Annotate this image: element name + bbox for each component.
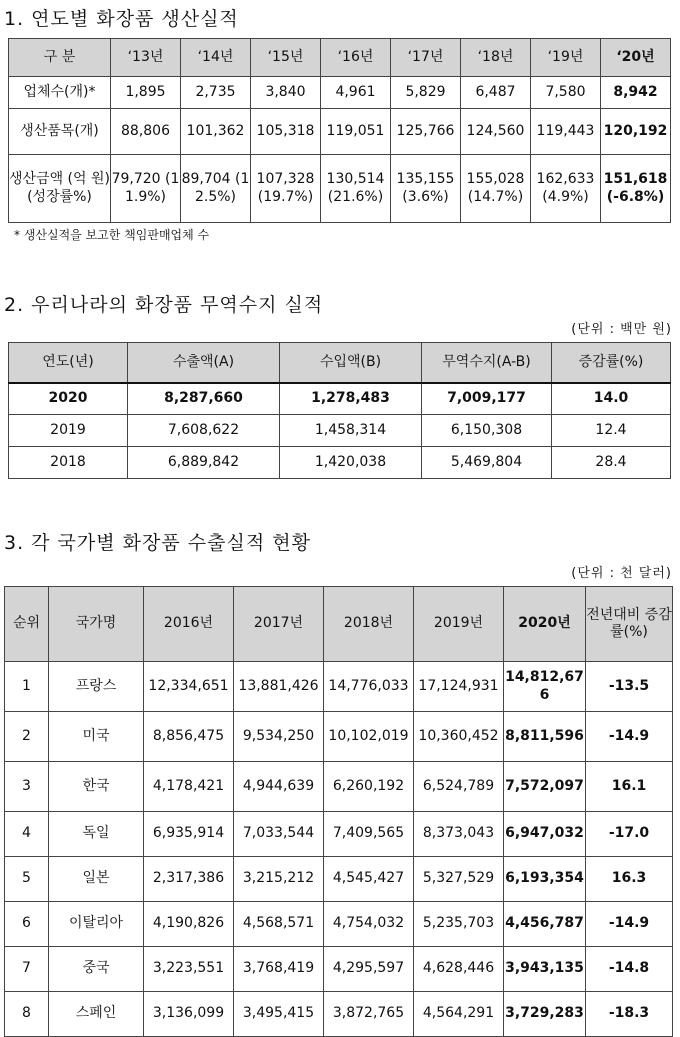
row-label: 생산품목(개) xyxy=(9,109,111,155)
table-row xyxy=(5,762,673,812)
cell: 105,318 xyxy=(251,109,321,155)
cell: 6,260,192 xyxy=(324,762,414,812)
cell: 3,215,212 xyxy=(234,857,324,902)
header-year-latest: 2020년 xyxy=(504,587,586,662)
header-import: 수입액(B) xyxy=(280,343,422,383)
cell: 5,327,529 xyxy=(414,857,504,902)
cell: 4,545,427 xyxy=(324,857,414,902)
cell: 3,840 xyxy=(251,77,321,109)
cell: 89,704 (12.5%) xyxy=(181,155,251,223)
cell: 4,190,826 xyxy=(144,902,234,947)
header-year: ‘18년 xyxy=(461,39,531,77)
cell: 124,560 xyxy=(461,109,531,155)
cell: 119,051 xyxy=(321,109,391,155)
cell-country: 프랑스 xyxy=(49,662,144,712)
cell-rank: 6 xyxy=(5,902,49,947)
cell-rank: 7 xyxy=(5,947,49,992)
table-row xyxy=(9,447,671,479)
table-row xyxy=(9,77,671,109)
cell: 14.0 xyxy=(552,383,671,415)
unit-label: (단위 : 백만 원) xyxy=(571,322,672,337)
cell: 4,961 xyxy=(321,77,391,109)
cell: 2018 xyxy=(9,447,128,479)
cell: 10,360,452 xyxy=(414,712,504,762)
header-export: 수출액(A) xyxy=(128,343,280,383)
cell: 12,334,651 xyxy=(144,662,234,712)
cell-growth: -13.5 xyxy=(586,662,673,712)
table-row xyxy=(5,662,673,712)
cell-latest: 8,942 xyxy=(601,77,671,109)
cell: 2,317,386 xyxy=(144,857,234,902)
table-row xyxy=(5,992,673,1037)
cell: 101,362 xyxy=(181,109,251,155)
trade-balance-table xyxy=(8,342,671,479)
header-year: 2018년 xyxy=(324,587,414,662)
cell: 28.4 xyxy=(552,447,671,479)
cell: 125,766 xyxy=(391,109,461,155)
cell: 1,278,483 xyxy=(280,383,422,415)
table-row xyxy=(9,383,671,415)
cell: 2,735 xyxy=(181,77,251,109)
cell-growth: -14.9 xyxy=(586,712,673,762)
cell: 10,102,019 xyxy=(324,712,414,762)
cell: 3,768,419 xyxy=(234,947,324,992)
table-row xyxy=(9,155,671,223)
footnote: * 생산실적을 보고한 책임판매업체 수 xyxy=(14,228,210,242)
cell: 8,856,475 xyxy=(144,712,234,762)
cell-latest: 6,193,354 xyxy=(504,857,586,902)
header-year: ‘17년 xyxy=(391,39,461,77)
cell: 9,534,250 xyxy=(234,712,324,762)
cell: 8,287,660 xyxy=(128,383,280,415)
cell-latest: 151,618 (-6.8%) xyxy=(601,155,671,223)
header-growth: 전년대비 증감률(%) xyxy=(586,587,673,662)
header-year: 2017년 xyxy=(234,587,324,662)
cell: 3,495,415 xyxy=(234,992,324,1037)
cell: 4,295,597 xyxy=(324,947,414,992)
table-row xyxy=(5,947,673,992)
cell-latest: 4,456,787 xyxy=(504,902,586,947)
cell-latest: 8,811,596 xyxy=(504,712,586,762)
header-country: 국가명 xyxy=(49,587,144,662)
table-row xyxy=(5,902,673,947)
cell: 7,409,565 xyxy=(324,812,414,857)
cell: 12.4 xyxy=(552,415,671,447)
cell-latest: 120,192 xyxy=(601,109,671,155)
cell-country: 미국 xyxy=(49,712,144,762)
header-year: ‘15년 xyxy=(251,39,321,77)
cell-growth: -14.9 xyxy=(586,902,673,947)
section3-title: 3. 각 국가별 화장품 수출실적 현황 xyxy=(4,532,311,554)
cell: 3,136,099 xyxy=(144,992,234,1037)
cell: 1,420,038 xyxy=(280,447,422,479)
production-table xyxy=(8,38,671,223)
cell-latest: 3,729,283 xyxy=(504,992,586,1037)
cell: 4,178,421 xyxy=(144,762,234,812)
cell: 8,373,043 xyxy=(414,812,504,857)
cell-rank: 3 xyxy=(5,762,49,812)
cell-country: 독일 xyxy=(49,812,144,857)
cell-country: 스페인 xyxy=(49,992,144,1037)
header-year: ‘13년 xyxy=(111,39,181,77)
cell-rank: 5 xyxy=(5,857,49,902)
cell: 1,895 xyxy=(111,77,181,109)
header-year: ‘14년 xyxy=(181,39,251,77)
cell-rank: 2 xyxy=(5,712,49,762)
section1-title: 1. 연도별 화장품 생산실적 xyxy=(4,8,239,30)
cell-latest: 6,947,032 xyxy=(504,812,586,857)
cell-growth: -17.0 xyxy=(586,812,673,857)
cell-rank: 8 xyxy=(5,992,49,1037)
cell: 5,469,804 xyxy=(422,447,552,479)
cell: 2020 xyxy=(9,383,128,415)
cell: 88,806 xyxy=(111,109,181,155)
header-category: 구 분 xyxy=(9,39,111,77)
header-year: 2016년 xyxy=(144,587,234,662)
country-export-table xyxy=(4,586,673,1037)
cell-country: 일본 xyxy=(49,857,144,902)
header-year-latest: ‘20년 xyxy=(601,39,671,77)
cell: 155,028 (14.7%) xyxy=(461,155,531,223)
cell-country: 이탈리아 xyxy=(49,902,144,947)
cell: 119,443 xyxy=(531,109,601,155)
header-year: 연도(년) xyxy=(9,343,128,383)
cell: 6,150,308 xyxy=(422,415,552,447)
table-row xyxy=(9,109,671,155)
cell: 107,328 (19.7%) xyxy=(251,155,321,223)
cell: 6,935,914 xyxy=(144,812,234,857)
cell: 6,889,842 xyxy=(128,447,280,479)
cell: 3,223,551 xyxy=(144,947,234,992)
cell-growth: -18.3 xyxy=(586,992,673,1037)
cell: 162,633 (4.9%) xyxy=(531,155,601,223)
cell: 4,568,571 xyxy=(234,902,324,947)
cell: 3,872,765 xyxy=(324,992,414,1037)
cell: 4,628,446 xyxy=(414,947,504,992)
header-rank: 순위 xyxy=(5,587,49,662)
cell-rank: 4 xyxy=(5,812,49,857)
cell-latest: 3,943,135 xyxy=(504,947,586,992)
cell-growth: 16.1 xyxy=(586,762,673,812)
row-label: 생산금액 (억 원) (성장률%) xyxy=(9,155,111,223)
cell: 1,458,314 xyxy=(280,415,422,447)
table-row xyxy=(5,857,673,902)
cell-country: 한국 xyxy=(49,762,144,812)
unit-label: (단위 : 천 달러) xyxy=(571,566,672,581)
section2-title: 2. 우리나라의 화장품 무역수지 실적 xyxy=(4,294,324,316)
cell: 79,720 (11.9%) xyxy=(111,155,181,223)
cell: 7,009,177 xyxy=(422,383,552,415)
cell: 4,754,032 xyxy=(324,902,414,947)
cell-latest: 7,572,097 xyxy=(504,762,586,812)
cell: 2019 xyxy=(9,415,128,447)
cell-growth: 16.3 xyxy=(586,857,673,902)
table-row xyxy=(5,712,673,762)
header-year: ‘16년 xyxy=(321,39,391,77)
cell-growth: -14.8 xyxy=(586,947,673,992)
cell: 17,124,931 xyxy=(414,662,504,712)
cell: 5,829 xyxy=(391,77,461,109)
cell: 6,524,789 xyxy=(414,762,504,812)
cell: 7,580 xyxy=(531,77,601,109)
cell: 5,235,703 xyxy=(414,902,504,947)
cell: 14,776,033 xyxy=(324,662,414,712)
row-label: 업체수(개)* xyxy=(9,77,111,109)
cell-latest: 14,812,676 xyxy=(504,662,586,712)
cell: 4,944,639 xyxy=(234,762,324,812)
table-row xyxy=(5,812,673,857)
cell: 135,155 (3.6%) xyxy=(391,155,461,223)
header-year: ‘19년 xyxy=(531,39,601,77)
table-row xyxy=(9,415,671,447)
header-growth: 증감률(%) xyxy=(552,343,671,383)
cell-country: 중국 xyxy=(49,947,144,992)
header-year: 2019년 xyxy=(414,587,504,662)
cell: 6,487 xyxy=(461,77,531,109)
cell: 7,608,622 xyxy=(128,415,280,447)
cell: 13,881,426 xyxy=(234,662,324,712)
cell: 130,514 (21.6%) xyxy=(321,155,391,223)
cell: 7,033,544 xyxy=(234,812,324,857)
header-balance: 무역수지(A-B) xyxy=(422,343,552,383)
cell-rank: 1 xyxy=(5,662,49,712)
cell: 4,564,291 xyxy=(414,992,504,1037)
